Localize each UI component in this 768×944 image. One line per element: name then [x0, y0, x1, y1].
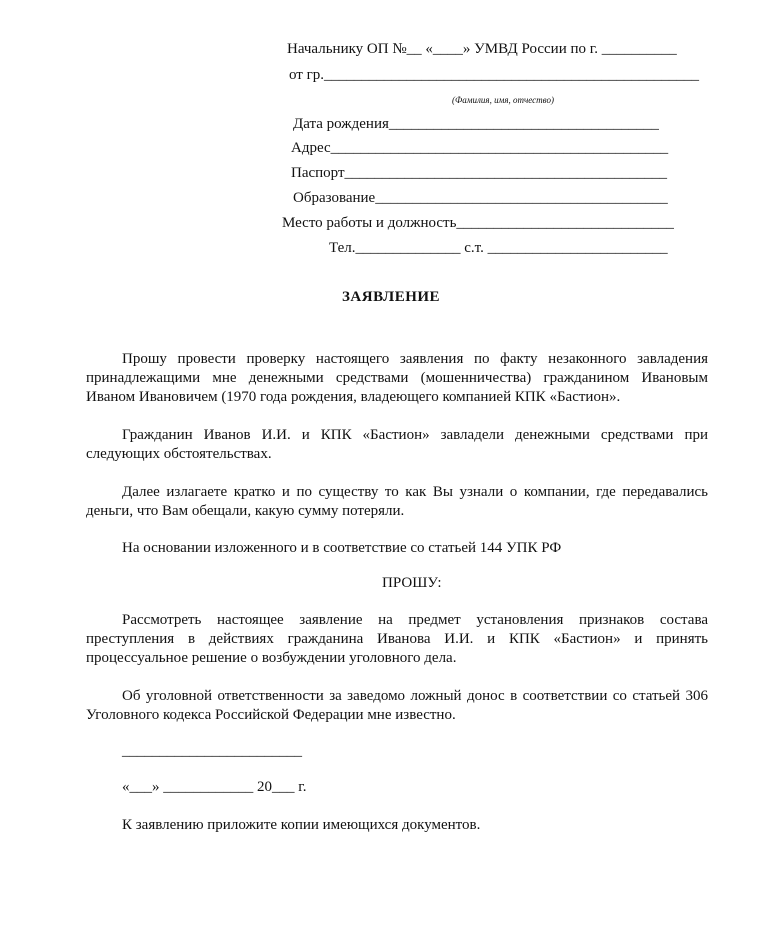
addressee-line: Начальнику ОП №__ «____» УМВД России по г. __________: [287, 41, 677, 57]
workplace-line: Место работы и должность_____________________________: [282, 215, 674, 231]
document-title: ЗАЯВЛЕНИЕ: [342, 289, 441, 305]
date-line: «___» ____________ 20___ г.: [122, 779, 307, 795]
education-line: Образование_______________________________________: [293, 190, 668, 206]
passport-line: Паспорт___________________________________________: [291, 165, 668, 181]
phone-line: Тел.______________ с.т. ________________________: [329, 240, 668, 256]
paragraph-request-body: Рассмотреть настоящее заявление на предмет установления признаков состава преступления в действиях гражданина Иванова И.И. и КПК «Бастион» и принять процессуальное решение о возбуждении уголовного дела.: [86, 612, 708, 666]
address-line: Адрес_____________________________________________: [291, 140, 669, 156]
paragraph-liability: Об уголовной ответственности за заведомо ложный донос в соответствии со статьей 306 Уголовного кодекса Российской Федерации мне известно.: [86, 688, 708, 723]
attachment-note: К заявлению приложите копии имеющихся документов.: [122, 817, 481, 833]
paragraph-circumstances: Гражданин Иванов И.И. и КПК «Бастион» завладели денежными средствами при следующих обстоятельствах.: [86, 427, 708, 462]
paragraph-basis: На основании изложенного и в соответствие со статьей 144 УПК РФ: [122, 540, 562, 556]
request-heading: ПРОШУ:: [382, 575, 442, 591]
signature-line: ________________________: [122, 743, 302, 759]
fio-caption: (Фамилия, имя, отчество): [452, 95, 554, 105]
paragraph-request-check: Прошу провести проверку настоящего заявления по факту незаконного завладения принадлежащими мне денежными средствами (мошенничества) гражданином Ивановым Иваном Ивановичем (1970 года рождения, владеющего компанией КПК «Бастион».: [86, 351, 708, 405]
paragraph-instructions: Далее излагаете кратко и по существу то как Вы узнали о компании, где передавались деньги, что Вам обещали, какую сумму потеряли.: [86, 484, 708, 519]
from-line: от гр.__________________________________________________: [289, 67, 700, 83]
birth-date-line: Дата рождения____________________________________: [293, 116, 659, 132]
